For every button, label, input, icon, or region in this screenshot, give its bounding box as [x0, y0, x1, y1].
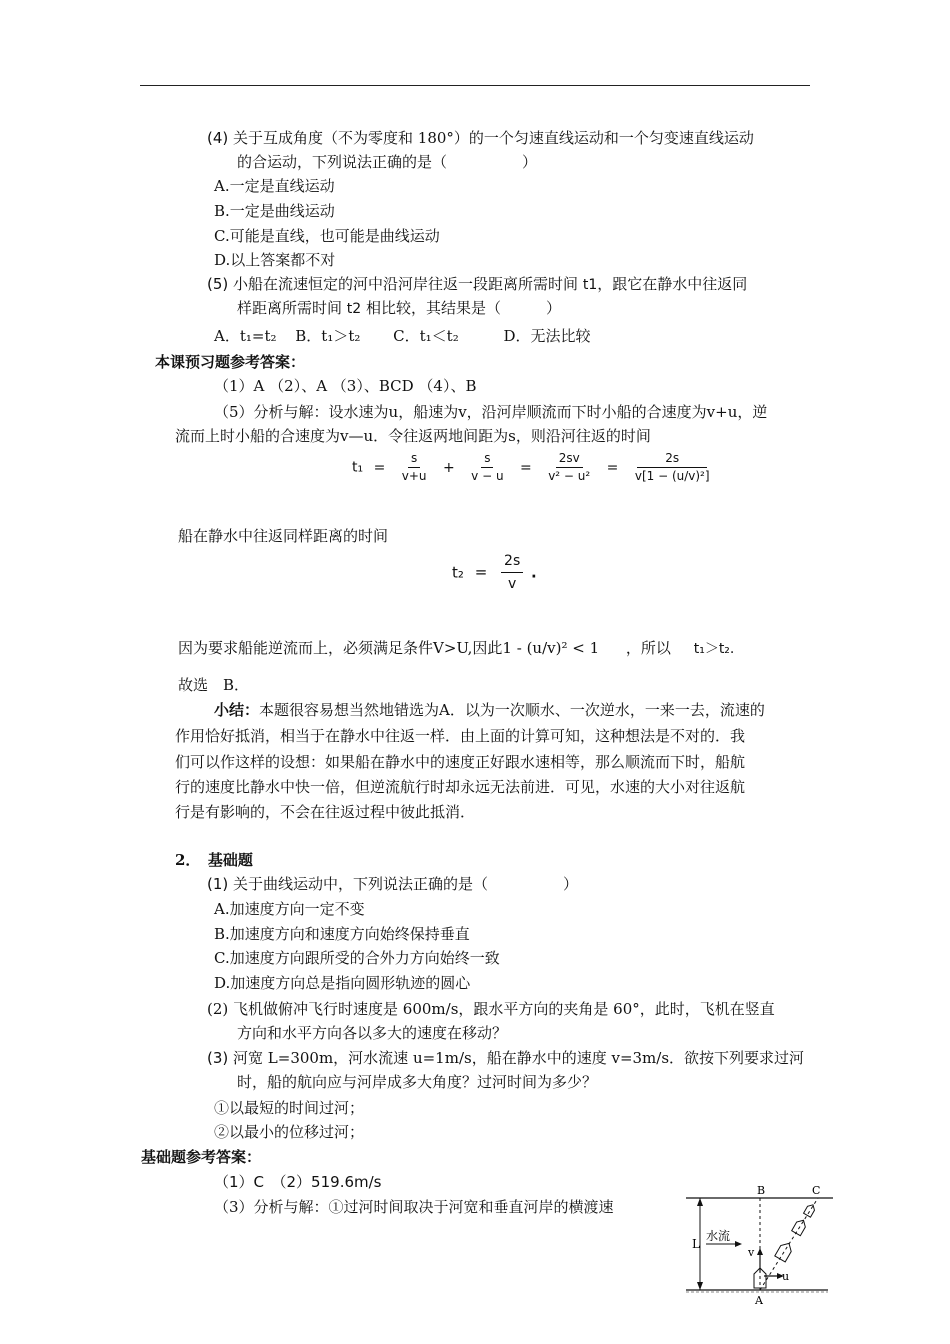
basic-question-1 — [207, 874, 578, 894]
question-number: (1) — [207, 875, 229, 893]
question-4-line2: 的合运动，下列说法正确的是（ ） — [237, 153, 538, 171]
answer-line: （5）分析与解：设水速为u，船速为v，沿河岸顺流而下时小船的合速度为v+u，逆 — [214, 403, 768, 421]
option-b: B.加速度方向和速度方向始终保持垂直 — [214, 925, 470, 943]
summary-text: 本题很容易想当然地错选为A．以为一次顺水、一次逆水，一来一去，流速的 — [259, 701, 765, 719]
option-b: B.一定是曲线运动 — [214, 202, 335, 220]
answer-text: t₁＞t₂. — [693, 641, 735, 657]
question-text: 时，船的航向应与河岸成多大角度？过河时间为多少？ — [237, 1073, 598, 1091]
question-number: (4) — [207, 129, 229, 147]
fraction: $\frac{2s}{v}$ — [501, 550, 523, 595]
question-text: 相比较，其结果是（ ） — [365, 299, 561, 317]
summary-line: 们可以作这样的设想：如果船在静水中的速度正好跟水速相等，那么顺流而下时，船航 — [175, 753, 746, 771]
question-5-line1 — [207, 274, 747, 295]
answer-line: 故选 B． — [178, 676, 250, 694]
option-c: C．t₁＜t₂ — [393, 327, 459, 345]
question-text: 方向和水平方向各以多大的速度在移动？ — [237, 1024, 508, 1042]
question-4-line1 — [207, 128, 754, 148]
answer-text: ，所以 — [625, 639, 671, 657]
question-text: 样距离所需时间 — [237, 299, 343, 317]
question-text: 小船在流速恒定的河中沿河岸往返一段距离所需时间 — [233, 275, 579, 293]
fraction: $\frac{2sv}{\text{v² − u²}}$ — [548, 451, 591, 483]
summary-line: 行的速度比静水中快一倍，但逆流航行时却永远无法前进．可见，水速的大小对往返航 — [175, 778, 746, 796]
formula-t1: t₁ = $\frac{s}{v+u}$ + $\frac{s}{v - u}$ = $\frac{2sv}{\text{v² − u²}}$ = $\frac{2s}{\text{v[1 − (u/v)²]}}$ — [352, 450, 716, 485]
question-5-line2 — [237, 298, 561, 319]
label-flow: 水流 — [706, 1229, 731, 1243]
option-d: D．无法比较 — [503, 327, 591, 345]
question-number: (5) — [207, 275, 229, 293]
question-text: 河宽 L=300m，河水流速 u=1m/s，船在静水中的速度 v=3m/s．欲按下列要求过河 — [233, 1049, 805, 1067]
summary-label: 小结： — [214, 701, 260, 719]
formula-end: . — [531, 563, 537, 582]
answer-line: 流而上时小船的合速度为v—u．令往返两地间距为s，则沿河往返的时间 — [175, 427, 651, 445]
answer-line: （1）A （2）、A （3）、BCD （4）、B — [214, 377, 477, 395]
question-text: 飞机做俯冲飞行时速度是 600m/s，跟水平方向的夹角是 60°，此时，飞机在竖直 — [233, 1000, 775, 1018]
summary-line: 行是有影响的，不会在往返过程中彼此抵消． — [175, 803, 476, 821]
option-d: D.以上答案都不对 — [214, 251, 336, 269]
answer-line — [178, 638, 734, 659]
answer-line: （3）分析与解：①过河时间取决于河宽和垂直河岸的横渡速 — [214, 1198, 614, 1216]
boat-2 — [775, 1240, 794, 1262]
question-text: 关于曲线运动中，下列说法正确的是（ ） — [233, 875, 579, 893]
option-a: A.一定是直线运动 — [214, 177, 335, 195]
option-c: C.加速度方向跟所受的合外力方向始终一致 — [214, 949, 500, 967]
option-a: A.加速度方向一定不变 — [214, 900, 365, 918]
fraction: $\frac{s}{v+u}$ — [401, 451, 427, 483]
label-L: L — [692, 1237, 700, 1251]
fraction: $\frac{2s}{\text{v[1 − (u/v)²]}}$ — [634, 451, 710, 483]
summary-line — [214, 700, 765, 720]
question-number: (3) — [207, 1049, 229, 1067]
answer-line: （1）C （2）519.6m/s — [214, 1173, 382, 1191]
formula-lhs: t₁ — [352, 459, 364, 476]
formula-t2: t₂ = $\frac{2s}{v}$ . — [452, 550, 537, 595]
question-number: (2) — [207, 1000, 229, 1018]
summary-line: 作用恰好抵消，相当于在静水中往返一样．由上面的计算可知，这种想法是不对的．我 — [175, 727, 746, 745]
label-C: C — [812, 1184, 821, 1197]
question-text: 关于互成角度（不为零度和 180°）的一个匀速直线运动和一个匀变速直线运动 — [233, 129, 754, 147]
formula-lhs: t₂ — [452, 563, 464, 582]
option-c: C.可能是直线，也可能是曲线运动 — [214, 227, 440, 245]
t2-symbol: t2 — [346, 301, 362, 317]
basic-question-3 — [207, 1048, 804, 1068]
fraction: $\frac{s}{v - u}$ — [471, 451, 504, 483]
basic-answers-heading: 基础题参考答案： — [141, 1148, 262, 1166]
boat-4 — [804, 1203, 817, 1217]
river-diagram — [678, 1180, 838, 1306]
answer-line: 船在静水中往返同样距离的时间 — [178, 527, 389, 545]
preview-answers-heading: 本课预习题参考答案： — [155, 353, 306, 371]
option-d: D.加速度方向总是指向圆形轨迹的圆心 — [214, 974, 471, 992]
section-heading: 2． 基础题 — [175, 851, 253, 869]
label-u: u — [782, 1270, 790, 1283]
header-rule — [140, 85, 810, 86]
t1-symbol: t1 — [582, 277, 598, 293]
question-5-options — [214, 326, 591, 346]
label-A: A — [755, 1294, 763, 1306]
label-v: v — [748, 1246, 755, 1259]
sub-item: ①以最短的时间过河； — [214, 1099, 365, 1117]
sub-item: ②以最小的位移过河； — [214, 1123, 365, 1141]
label-B: B — [757, 1184, 766, 1197]
option-a: A．t₁=t₂ — [214, 327, 277, 345]
basic-question-2 — [207, 999, 775, 1019]
answer-text: 因为要求船能逆流而上，必须满足条件V>U,因此1 - (u/v)² < 1 — [178, 639, 600, 657]
question-text: ，跟它在静水中往返同 — [597, 275, 748, 293]
option-b: B．t₁＞t₂ — [295, 327, 361, 345]
